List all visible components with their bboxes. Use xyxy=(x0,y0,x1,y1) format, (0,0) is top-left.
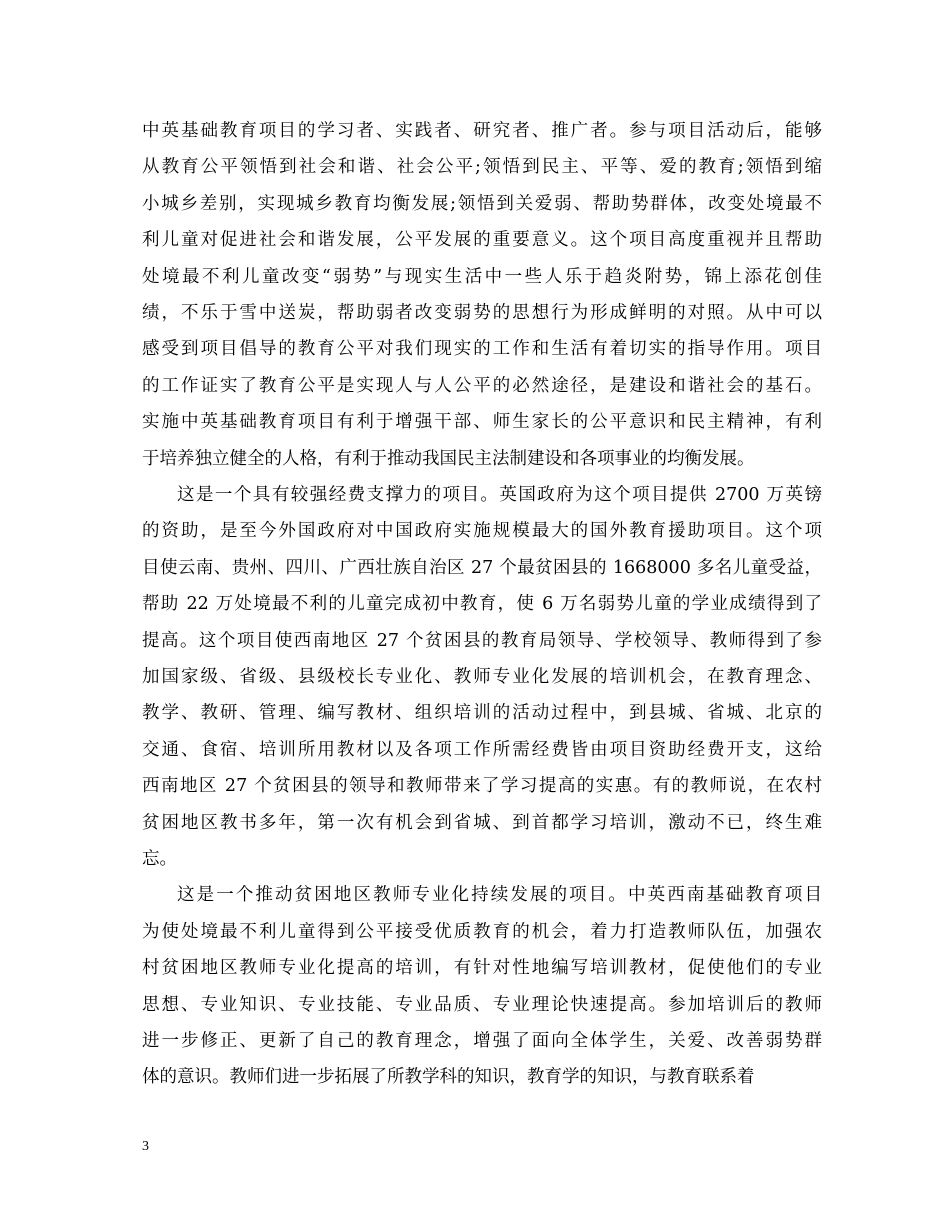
text-line: 这是一个具有较强经费支撑力的项目。英国政府为这个项目提供 2700 万英镑 xyxy=(177,485,822,505)
page-number: 3 xyxy=(142,1139,149,1154)
text-line: 利儿童对促进社会和谐发展，公平发展的重要意义。这个项目高度重视并且帮助 xyxy=(142,230,822,250)
text-line: 加国家级、省级、县级校长专业化、教师专业化发展的培训机会，在教育理念、 xyxy=(142,667,822,687)
text-line: 思想、专业知识、专业技能、专业品质、专业理论快速提高。参加培训后的教师 xyxy=(142,995,822,1015)
text-line: 的工作证实了教育公平是实现人与人公平的必然途径，是建设和谐社会的基石。 xyxy=(142,376,822,396)
text-line: 感受到项目倡导的教育公平对我们现实的工作和生活有着切实的指导作用。项目 xyxy=(142,339,822,359)
text-line: 于培养独立健全的人格，有利于推动我国民主法制建设和各项事业的均衡发展。 xyxy=(142,449,755,469)
text-line: 忘。 xyxy=(142,849,177,869)
text-line: 提高。这个项目使西南地区 27 个贫困县的教育局领导、学校领导、教师得到了参 xyxy=(142,631,822,651)
text-line: 目使云南、贵州、四川、广西壮族自治区 27 个最贫困县的 1668000 多名儿童受益， xyxy=(142,558,822,578)
text-line: 进一步修正、更新了自己的教育理念，增强了面向全体学生，关爱、改善弱势群 xyxy=(142,1031,822,1051)
text-line: 教学、教研、管理、编写教材、组织培训的活动过程中，到县城、省城、北京的 xyxy=(142,703,822,723)
text-line: 这是一个推动贫困地区教师专业化持续发展的项目。中英西南基础教育项目 xyxy=(177,885,822,905)
text-line: 体的意识。教师们进一步拓展了所教学科的知识，教育学的知识，与教育联系着 xyxy=(142,1067,755,1087)
text-line: 处境最不利儿童改变“弱势”与现实生活中一些人乐于趋炎附势，锦上添花创佳 xyxy=(142,267,822,287)
text-line: 绩，不乐于雪中送炭，帮助弱者改变弱势的思想行为形成鲜明的对照。从中可以 xyxy=(142,303,822,323)
text-line: 为使处境最不利儿童得到公平接受优质教育的机会，着力打造教师队伍，加强农 xyxy=(142,922,822,942)
text-line: 贫困地区教书多年，第一次有机会到省城、到首都学习培训，激动不已，终生难 xyxy=(142,813,822,833)
text-line: 从教育公平领悟到社会和谐、社会公平;领悟到民主、平等、爱的教育;领悟到缩 xyxy=(142,157,822,177)
text-line: 中英基础教育项目的学习者、实践者、研究者、推广者。参与项目活动后，能够 xyxy=(142,121,822,141)
text-line: 实施中英基础教育项目有利于增强干部、师生家长的公平意识和民主精神，有利 xyxy=(142,412,822,432)
text-line: 的资助，是至今外国政府对中国政府实施规模最大的国外教育援助项目。这个项 xyxy=(142,521,822,541)
text-line: 小城乡差别，实现城乡教育均衡发展;领悟到关爱弱、帮助势群体，改变处境最不 xyxy=(142,194,822,214)
text-line: 西南地区 27 个贫困县的领导和教师带来了学习提高的实惠。有的教师说，在农村 xyxy=(142,776,822,796)
text-line: 交通、食宿、培训所用教材以及各项工作所需经费皆由项目资助经费开支，这给 xyxy=(142,740,822,760)
text-line: 村贫困地区教师专业化提高的培训，有针对性地编写培训教材，促使他们的专业 xyxy=(142,958,822,978)
text-line: 帮助 22 万处境最不利的儿童完成初中教育，使 6 万名弱势儿童的学业成绩得到了 xyxy=(142,594,822,614)
